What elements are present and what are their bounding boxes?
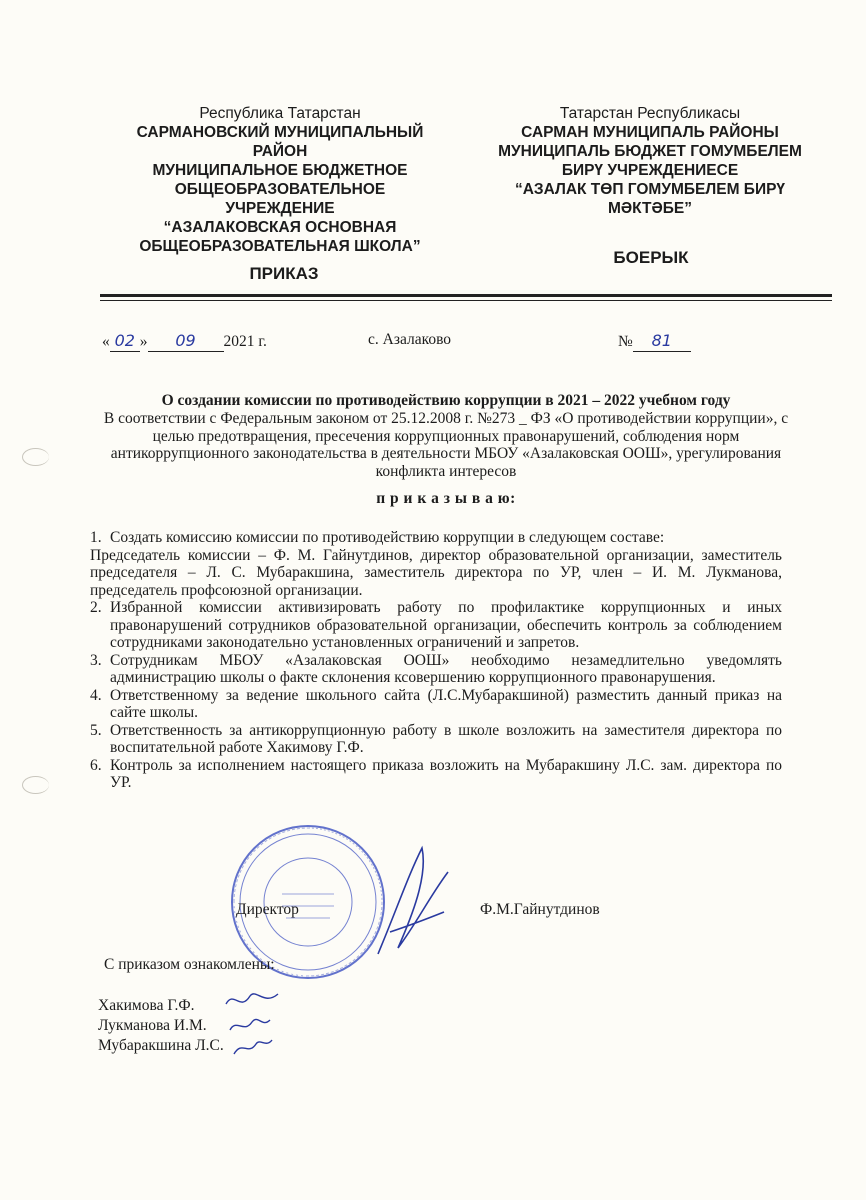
header-left-line: РАЙОН xyxy=(252,143,308,160)
director-signature-scribble xyxy=(368,836,458,976)
order-item-text: Сотрудникам МБОУ «Азалаковская ООШ» необходимо незамедлительно уведомлять администрацию школы о факте склонения ксовершению коррупционного правонарушения. xyxy=(110,651,782,686)
order-item-text: Избранной комиссии активизировать работу по профилактике коррупционных и иных правонарушений сотрудников образовательной организации, обеспечить контроль за соблюдением сотрудниками законодательно установленных ограничений и запретов. xyxy=(110,599,782,651)
acquainted-person: Мубаракшина Л.С. xyxy=(98,1037,224,1054)
acquainted-person: Хакимова Г.Ф. xyxy=(98,997,195,1014)
order-item-number: 1. xyxy=(90,529,102,546)
header-left xyxy=(110,104,450,256)
order-item xyxy=(82,529,782,547)
order-item-text: Контроль за исполнением настоящего приказа возложить на Мубаракшину Л.С. зам. директора по УР. xyxy=(110,756,782,791)
order-title: О создании комиссии по противодействию коррупции в 2021 – 2022 учебном году xyxy=(161,392,731,409)
doc-type-ru: ПРИКАЗ xyxy=(249,264,319,283)
header-right-line: “АЗАЛАК ТӨП ГОМУМБЕЛЕМ БИРҮ xyxy=(514,181,786,198)
order-item-text: Председатель комиссии – Ф. М. Гайнутдинов, директор образовательной организации, заместитель председателя – Л. С. Мубаракшина, заместитель директора по УР, член – И. М. Лукманова, председатель профсоюзной организации. xyxy=(90,546,782,599)
date-open-quote: « xyxy=(102,333,110,350)
order-item-text: Создать комиссию комиссии по противодействию коррупции в следующем составе: xyxy=(110,529,665,546)
header-left-line: САРМАНОВСКИЙ МУНИЦИПАЛЬНЫЙ xyxy=(136,124,424,141)
date-year: 2021 г. xyxy=(223,333,267,350)
header-left-line: “АЗАЛАКОВСКАЯ ОСНОВНАЯ xyxy=(163,219,397,236)
acquainted-list xyxy=(98,996,224,1056)
order-item-number: 4. xyxy=(90,686,102,704)
order-number-label: № xyxy=(618,333,633,350)
date-close-quote: » xyxy=(139,333,148,350)
order-item xyxy=(82,757,782,792)
order-preamble: В соответствии с Федеральным законом от 25.12.2008 г. №273 _ ФЗ «О противодействии коррупции», с целью предотвращения, пресечения коррупционных правонарушений, соблюдения норм антикоррупционного законодательства в деятельности МБОУ «Азалаковская ООШ», урегулирования конфликта интересов xyxy=(103,410,789,480)
date-line xyxy=(102,331,267,352)
signature-role: Директор xyxy=(236,901,299,918)
header-right-line: БИРҮ УЧРЕЖДЕНИЕСЕ xyxy=(561,162,739,179)
acquainted-person: Лукманова И.М. xyxy=(98,1017,207,1034)
order-item-text: Ответственному за ведение школьного сайта (Л.С.Мубаракшиной) разместить данный приказ на сайте школы. xyxy=(110,686,782,721)
header-left-line: УЧРЕЖДЕНИЕ xyxy=(225,200,335,217)
acquainted-signatures xyxy=(220,984,290,1064)
order-number-field xyxy=(633,331,691,352)
header-right xyxy=(470,104,830,218)
order-item-number: 2. xyxy=(90,599,102,616)
decree-word: п р и к а з ы в а ю: xyxy=(376,490,516,507)
header-rule-thick xyxy=(100,294,832,297)
date-month: 09 xyxy=(175,331,196,350)
header-right-line: МӘКТӘБЕ” xyxy=(608,200,692,217)
signature-name: Ф.М.Гайнутдинов xyxy=(480,901,600,918)
header-rule-thin xyxy=(100,300,832,301)
place: с. Азалаково xyxy=(368,331,452,348)
header-left-line: ОБЩЕОБРАЗОВАТЕЛЬНОЕ xyxy=(174,181,386,198)
date-month-field xyxy=(148,331,224,352)
header-right-line: МУНИЦИПАЛЬ БЮДЖЕТ ГОМУМБЕЛЕМ xyxy=(498,143,802,160)
order-item-text: Ответственность за антикоррупционную работу в школе возложить на заместителя директора по воспитательной работе Хакимову Г.Ф. xyxy=(110,721,782,756)
header-right-republic: Татарстан Республикасы xyxy=(559,105,741,122)
order-item xyxy=(82,652,782,687)
header-left-line: ОБЩЕОБРАЗОВАТЕЛЬНАЯ ШКОЛА” xyxy=(139,238,421,255)
order-number-value: 81 xyxy=(651,331,672,350)
order-item xyxy=(82,687,782,722)
binder-hole-mark xyxy=(22,776,49,794)
header-left-line: МУНИЦИПАЛЬНОЕ БЮДЖЕТНОЕ xyxy=(152,162,408,179)
doc-type-tt: БОЕРЫК xyxy=(613,248,689,267)
order-item-number: 6. xyxy=(90,756,102,774)
date-day: 02 xyxy=(114,331,135,350)
order-item-number: 3. xyxy=(90,651,102,669)
acquainted-label: С приказом ознакомлены: xyxy=(104,956,275,973)
order-number xyxy=(618,331,691,352)
order-item xyxy=(82,599,782,652)
header-left-republic: Республика Татарстан xyxy=(199,105,361,122)
header-right-line: САРМАН МУНИЦИПАЛЬ РАЙОНЫ xyxy=(521,124,779,141)
order-item-number: 5. xyxy=(90,721,102,739)
order-items xyxy=(82,529,782,792)
order-item xyxy=(82,722,782,757)
binder-hole-mark xyxy=(22,448,49,466)
order-item-continuation xyxy=(82,547,782,600)
date-day-field xyxy=(110,331,140,352)
